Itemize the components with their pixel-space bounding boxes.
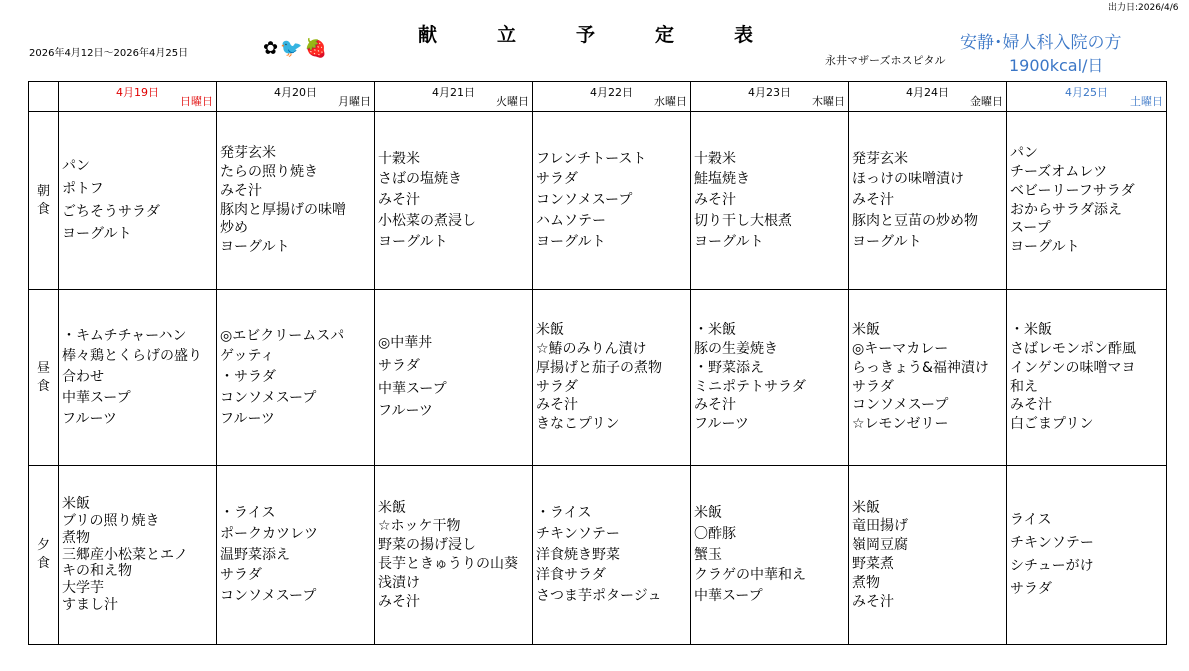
menu-item: ほっけの味噌漬け xyxy=(852,171,964,188)
menu-item: サラダ xyxy=(536,171,578,188)
day-weekday: 金曜日 xyxy=(970,95,1003,108)
menu-item: 鮭塩焼き xyxy=(694,171,750,188)
menu-item: ハムソテー xyxy=(536,212,606,229)
day-header xyxy=(59,82,217,112)
menu-item: ミニポテトサラダ xyxy=(694,378,806,395)
menu-item: 洋食焼き野菜 xyxy=(536,546,620,563)
menu-item: ごちそうサラダ xyxy=(62,203,160,220)
menu-item: 米飯 xyxy=(536,322,564,339)
menu-item: 〇酢豚 xyxy=(694,525,736,542)
menu-item: すまし汁 xyxy=(62,596,118,613)
menu-item: ヨーグルト xyxy=(220,239,290,256)
menu-item: フルーツ xyxy=(378,403,433,420)
menu-item: おからサラダ添え xyxy=(1010,201,1122,218)
menu-item: 嶺岡豆腐 xyxy=(852,537,908,554)
menu-period: 2026年4月12日～2026年4月25日 xyxy=(29,48,189,59)
menu-item: チキンソテー xyxy=(536,525,620,542)
menu-item: 煮物 xyxy=(852,574,880,591)
day-date: 4月21日 xyxy=(432,86,475,99)
menu-item: 発芽玄米 xyxy=(852,150,908,167)
menu-item: さつま芋ポタージュ xyxy=(536,588,662,605)
menu-item: ヨーグルト xyxy=(694,233,764,250)
menu-item: 米飯 xyxy=(852,499,880,516)
menu-item: ☆鰆のみりん漬け xyxy=(536,340,647,357)
menu-item: パン xyxy=(1010,145,1038,162)
menu-item: 米飯 xyxy=(62,496,90,513)
day-date: 4月20日 xyxy=(274,86,317,99)
menu-item: チキンソテー xyxy=(1010,535,1094,552)
title-char: 定 xyxy=(655,24,675,46)
menu-item: クラゲの中華和え xyxy=(694,567,806,584)
menu-item: ・サラダ xyxy=(220,369,276,386)
meal-label-char: 食 xyxy=(36,556,50,571)
breakfast-cell xyxy=(59,112,217,290)
menu-item: コンソメスープ xyxy=(536,192,633,209)
lunch-row xyxy=(29,290,1167,466)
menu-item: 十穀米 xyxy=(378,150,420,167)
meal-label-breakfast xyxy=(29,112,59,290)
meal-label-char: 食 xyxy=(36,201,50,217)
day-weekday: 火曜日 xyxy=(496,95,529,108)
menu-item: ・野菜添え xyxy=(694,359,764,376)
lunch-cell xyxy=(533,290,691,466)
menu-item: 米飯 xyxy=(694,505,722,521)
menu-item: 切り干し大根煮 xyxy=(694,212,792,229)
header-row xyxy=(29,82,1167,112)
menu-item: 豚の生姜焼き xyxy=(694,340,778,357)
menu-item: サラダ xyxy=(220,567,262,584)
corner-cell xyxy=(29,82,59,112)
menu-item: 野菜煮 xyxy=(852,556,894,572)
dinner-cell xyxy=(691,466,849,645)
meal-label-char: 朝 xyxy=(36,183,50,199)
menu-item: 三郷産小松菜とエノ xyxy=(62,546,188,563)
dinner-cell xyxy=(59,466,217,645)
menu-item: スープ xyxy=(1010,220,1051,237)
menu-item: シチューがけ xyxy=(1010,558,1094,574)
decoration-icons: ✿🐦🍓 xyxy=(263,38,329,59)
meal-label-lunch xyxy=(29,290,59,466)
day-weekday: 日曜日 xyxy=(180,95,213,108)
dinner-cell xyxy=(1007,466,1167,645)
menu-item: 厚揚げと茄子の煮物 xyxy=(536,359,662,376)
menu-item: 炒め xyxy=(220,220,248,237)
menu-item: 白ごまプリン xyxy=(1010,416,1094,433)
menu-item: ゲッティ xyxy=(220,348,275,365)
dinner-cell xyxy=(849,466,1007,645)
breakfast-cell xyxy=(533,112,691,290)
menu-item: ☆ホッケ干物 xyxy=(378,518,461,535)
menu-item: さばの塩焼き xyxy=(378,171,462,188)
lunch-cell xyxy=(217,290,375,466)
menu-item: みそ汁 xyxy=(694,192,736,209)
day-header xyxy=(217,82,375,112)
title-char: 表 xyxy=(734,24,754,46)
menu-item: みそ汁 xyxy=(220,182,262,199)
menu-item: 浅漬け xyxy=(378,574,420,591)
menu-item: ヨーグルト xyxy=(1010,239,1080,256)
meal-label-char: 夕 xyxy=(36,538,50,554)
calorie-target: 1900kcal/日 xyxy=(1009,56,1104,75)
menu-item: ブリの照り焼き xyxy=(62,513,160,529)
hospital-name: 永井マザーズホスピタル xyxy=(825,54,946,67)
menu-item: 和え xyxy=(1010,378,1038,395)
menu-item: サラダ xyxy=(378,357,420,374)
title-char: 立 xyxy=(497,24,517,46)
meal-label-dinner xyxy=(29,466,59,645)
day-header xyxy=(375,82,533,112)
menu-item: ポトフ xyxy=(62,180,104,197)
menu-item: みそ汁 xyxy=(852,593,894,610)
day-header xyxy=(691,82,849,112)
menu-item: さばレモンポン酢風 xyxy=(1010,340,1136,357)
menu-item: 中華スープ xyxy=(378,380,447,397)
menu-item: ◎中華丼 xyxy=(378,334,433,351)
page-title xyxy=(418,20,813,47)
menu-item: コンソメスープ xyxy=(220,588,317,605)
lunch-cell xyxy=(59,290,217,466)
menu-item: 野菜の揚げ浸し xyxy=(378,537,476,554)
menu-item: 米飯 xyxy=(378,499,406,516)
menu-item: 中華スープ xyxy=(62,389,131,406)
breakfast-cell xyxy=(217,112,375,290)
day-header xyxy=(849,82,1007,112)
menu-item: みそ汁 xyxy=(852,192,894,209)
dinner-cell xyxy=(217,466,375,645)
menu-item: 洋食サラダ xyxy=(536,567,606,584)
menu-item: ☆レモンゼリー xyxy=(852,416,949,433)
menu-item: ・ライス xyxy=(536,505,592,521)
output-date: 出力日:2026/4/6 xyxy=(1108,3,1179,13)
menu-item: みそ汁 xyxy=(536,397,578,414)
menu-item: キの和え物 xyxy=(62,563,132,580)
menu-item: ・米飯 xyxy=(694,322,736,339)
menu-item: みそ汁 xyxy=(694,397,736,414)
menu-item: フルーツ xyxy=(694,416,749,433)
breakfast-cell xyxy=(375,112,533,290)
menu-item: サラダ xyxy=(1010,580,1052,597)
menu-item: ヨーグルト xyxy=(378,233,448,250)
menu-item: 長芋ときゅうりの山葵 xyxy=(378,556,518,572)
day-date: 4月23日 xyxy=(748,86,791,99)
menu-item: 大学芋 xyxy=(62,580,104,597)
menu-item: ・キムチチャーハン xyxy=(62,327,187,344)
breakfast-row xyxy=(29,112,1167,290)
menu-item: きなこプリン xyxy=(536,416,620,433)
menu-item: ◎エビクリームスパ xyxy=(220,327,345,344)
target-patients: 安静･婦人科入院の方 xyxy=(960,33,1122,53)
menu-item: ・米飯 xyxy=(1010,322,1052,339)
menu-item: 竜田揚げ xyxy=(852,518,908,535)
menu-item: インゲンの味噌マヨ xyxy=(1010,359,1136,376)
dinner-cell xyxy=(375,466,533,645)
menu-item: フレンチトースト xyxy=(536,150,647,167)
dinner-row xyxy=(29,466,1167,645)
day-weekday: 土曜日 xyxy=(1130,95,1163,108)
day-date: 4月19日 xyxy=(116,86,159,99)
menu-item: みそ汁 xyxy=(1010,397,1052,414)
menu-item: みそ汁 xyxy=(378,192,420,209)
breakfast-cell xyxy=(691,112,849,290)
menu-item: チーズオムレツ xyxy=(1010,163,1108,180)
menu-item: 温野菜添え xyxy=(220,546,290,563)
breakfast-cell xyxy=(849,112,1007,290)
breakfast-cell xyxy=(1007,112,1167,290)
menu-item: 棒々鶏とくらげの盛り xyxy=(62,348,202,365)
menu-item: 発芽玄米 xyxy=(220,145,276,162)
menu-item: 合わせ xyxy=(62,369,104,386)
menu-item: フルーツ xyxy=(62,410,117,427)
menu-item: フルーツ xyxy=(220,410,275,427)
lunch-cell xyxy=(691,290,849,466)
day-header xyxy=(1007,82,1167,112)
dinner-cell xyxy=(533,466,691,645)
menu-item: ヨーグルト xyxy=(536,233,606,250)
day-weekday: 水曜日 xyxy=(654,95,687,108)
menu-item: たらの照り焼き xyxy=(220,163,318,180)
menu-item: 米飯 xyxy=(852,322,880,339)
menu-item: 煮物 xyxy=(62,529,90,546)
day-weekday: 月曜日 xyxy=(338,95,371,108)
menu-item: ライス xyxy=(1010,512,1052,529)
title-char: 予 xyxy=(576,24,596,46)
menu-item: コンソメスープ xyxy=(852,397,949,414)
menu-item: サラダ xyxy=(852,378,894,395)
meal-label-char: 食 xyxy=(36,378,50,394)
menu-item: ◎キーマカレー xyxy=(852,340,949,357)
menu-item: ベビーリーフサラダ xyxy=(1010,182,1135,199)
lunch-cell xyxy=(1007,290,1167,466)
menu-item: 小松菜の煮浸し xyxy=(378,212,476,229)
menu-item: ・ライス xyxy=(220,505,276,521)
menu-item: 中華スープ xyxy=(694,588,763,605)
menu-table xyxy=(28,81,1167,645)
menu-item: ヨーグルト xyxy=(62,226,132,243)
menu-item: パン xyxy=(62,157,90,174)
menu-item: コンソメスープ xyxy=(220,389,317,406)
menu-item: 十穀米 xyxy=(694,150,736,167)
day-date: 4月25日 xyxy=(1065,86,1108,99)
menu-item: ヨーグルト xyxy=(852,233,922,250)
lunch-cell xyxy=(375,290,533,466)
lunch-cell xyxy=(849,290,1007,466)
day-header xyxy=(533,82,691,112)
menu-item: みそ汁 xyxy=(378,593,420,610)
menu-item: らっきょう&福神漬け xyxy=(852,359,989,376)
menu-item: 蟹玉 xyxy=(694,546,722,563)
title-char: 献 xyxy=(418,24,438,46)
day-date: 4月22日 xyxy=(590,86,633,99)
menu-item: サラダ xyxy=(536,378,578,395)
day-date: 4月24日 xyxy=(906,86,949,99)
menu-item: ポークカツレツ xyxy=(220,525,318,542)
day-weekday: 木曜日 xyxy=(812,95,845,108)
menu-item: 豚肉と厚揚げの味噌 xyxy=(220,201,346,218)
meal-label-char: 昼 xyxy=(36,360,50,376)
menu-item: 豚肉と豆苗の炒め物 xyxy=(852,212,978,229)
